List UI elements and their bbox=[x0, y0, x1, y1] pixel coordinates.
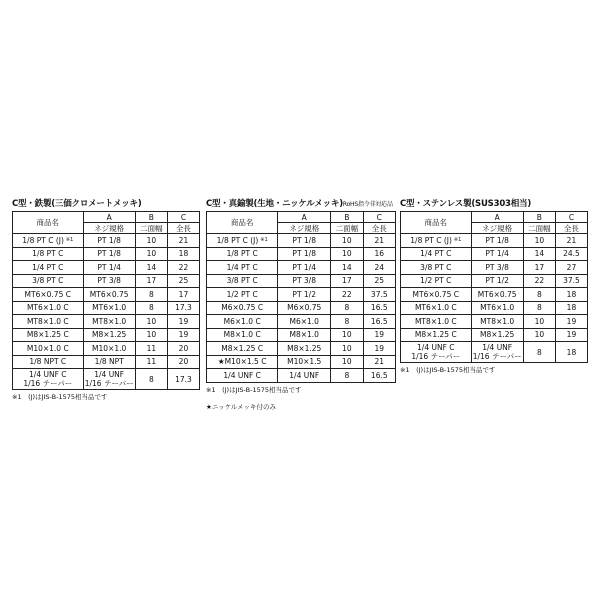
thread-spec-cell bbox=[278, 369, 331, 383]
product-name: 1/2 PT C bbox=[226, 289, 258, 299]
total-length: 16 bbox=[363, 247, 395, 261]
width-across-flats: 10 bbox=[331, 328, 363, 342]
thread-spec: PT 3/8 bbox=[292, 276, 316, 286]
product-name: MT8×1.0 C bbox=[26, 316, 69, 326]
product-name: 1/4 UNF C bbox=[29, 370, 67, 379]
col-letter: C bbox=[363, 212, 395, 223]
product-name-cell bbox=[401, 288, 472, 302]
header-row bbox=[207, 212, 396, 223]
thread-spec-line2: 1/16 テーパー bbox=[84, 379, 134, 388]
total-length: 19 bbox=[363, 342, 395, 356]
footnote: ★ニッケルメッキ付のみ bbox=[206, 402, 277, 411]
product-name-cell bbox=[401, 247, 472, 261]
thread-spec: MT6×0.75 bbox=[477, 289, 517, 299]
product-name-cell bbox=[207, 234, 278, 248]
product-name: 1/4 PT C bbox=[226, 262, 258, 272]
thread-spec: M10×1.0 bbox=[92, 343, 127, 353]
spec-table bbox=[400, 211, 588, 363]
product-name-cell bbox=[13, 301, 84, 315]
table-row bbox=[207, 342, 396, 356]
panel-title bbox=[12, 198, 200, 210]
product-name: MT6×0.75 C bbox=[24, 289, 71, 299]
width-across-flats: 8 bbox=[135, 369, 167, 390]
product-name-cell bbox=[13, 355, 84, 369]
thread-spec: PT 1/8 bbox=[292, 235, 316, 245]
table-row bbox=[207, 247, 396, 261]
width-across-flats: 14 bbox=[523, 247, 555, 261]
panel-title bbox=[400, 198, 588, 210]
product-name: 3/8 PT C bbox=[226, 276, 258, 286]
product-name-cell bbox=[207, 288, 278, 302]
thread-spec-cell bbox=[83, 274, 135, 288]
table-row bbox=[207, 274, 396, 288]
table-row bbox=[401, 261, 588, 275]
table-row bbox=[207, 328, 396, 342]
product-name: 1/8 PT C bbox=[32, 249, 64, 259]
footnote-mark: ※1 bbox=[260, 236, 268, 243]
col-header: 全長 bbox=[363, 223, 395, 234]
table-row bbox=[13, 315, 200, 329]
width-across-flats: 10 bbox=[523, 315, 555, 329]
product-name-cell bbox=[207, 328, 278, 342]
thread-spec: MT6×1.0 bbox=[92, 303, 127, 313]
product-name: MT6×1.0 C bbox=[414, 303, 457, 313]
thread-spec-cell bbox=[278, 328, 331, 342]
product-name-cell bbox=[13, 234, 84, 248]
table-row bbox=[207, 234, 396, 248]
col-header: 全長 bbox=[555, 223, 587, 234]
total-length: 16.5 bbox=[363, 369, 395, 383]
table-row bbox=[401, 234, 588, 248]
width-across-flats: 17 bbox=[135, 274, 167, 288]
width-across-flats: 10 bbox=[331, 234, 363, 248]
table-row bbox=[401, 247, 588, 261]
table-row bbox=[13, 355, 200, 369]
thread-spec: PT 1/2 bbox=[292, 289, 316, 299]
table-row bbox=[401, 274, 588, 288]
total-length: 20 bbox=[167, 355, 199, 369]
total-length: 20 bbox=[167, 342, 199, 356]
thread-spec-cell bbox=[278, 288, 331, 302]
thread-spec: M8×1.0 bbox=[289, 330, 319, 340]
thread-spec: MT6×0.75 bbox=[89, 289, 129, 299]
col-letter: B bbox=[331, 212, 363, 223]
col-header: 二面幅 bbox=[523, 223, 555, 234]
thread-spec-cell bbox=[471, 261, 523, 275]
total-length: 21 bbox=[555, 234, 587, 248]
thread-spec-cell bbox=[471, 288, 523, 302]
thread-spec-cell bbox=[83, 328, 135, 342]
total-length: 18 bbox=[167, 247, 199, 261]
panel-stainless bbox=[400, 198, 588, 374]
total-length: 18 bbox=[555, 301, 587, 315]
product-name: M8×1.25 C bbox=[26, 330, 69, 340]
thread-spec: PT 1/4 bbox=[485, 249, 509, 259]
thread-spec-cell bbox=[471, 301, 523, 315]
thread-spec-cell bbox=[278, 261, 331, 275]
product-name: M6×0.75 C bbox=[221, 303, 264, 313]
thread-spec-cell bbox=[83, 315, 135, 329]
total-length: 18 bbox=[555, 342, 587, 363]
product-name-cell bbox=[207, 274, 278, 288]
thread-spec-cell bbox=[278, 315, 331, 329]
product-name-cell bbox=[207, 342, 278, 356]
thread-spec: PT 1/8 bbox=[485, 235, 509, 245]
product-name: MT6×1.0 C bbox=[26, 303, 69, 313]
table-row bbox=[13, 288, 200, 302]
table-row bbox=[13, 274, 200, 288]
thread-spec-cell bbox=[278, 301, 331, 315]
thread-spec-cell bbox=[278, 355, 331, 369]
thread-spec: M8×1.25 bbox=[92, 330, 127, 340]
panel-title bbox=[206, 198, 396, 210]
col-letter: B bbox=[135, 212, 167, 223]
width-across-flats: 10 bbox=[331, 342, 363, 356]
width-across-flats: 10 bbox=[523, 234, 555, 248]
total-length: 21 bbox=[167, 234, 199, 248]
total-length: 21 bbox=[363, 355, 395, 369]
width-across-flats: 8 bbox=[331, 315, 363, 329]
product-name: 1/8 PT C (J) bbox=[410, 235, 452, 245]
thread-spec-line2: 1/16 テーパー bbox=[472, 352, 522, 361]
thread-spec: PT 1/4 bbox=[292, 262, 316, 272]
total-length: 19 bbox=[167, 328, 199, 342]
total-length: 19 bbox=[167, 315, 199, 329]
total-length: 24 bbox=[363, 261, 395, 275]
product-name-cell bbox=[13, 328, 84, 342]
width-across-flats: 11 bbox=[135, 342, 167, 356]
product-name: 1/4 PT C bbox=[420, 249, 452, 259]
width-across-flats: 10 bbox=[135, 234, 167, 248]
table-row bbox=[207, 301, 396, 315]
col-header-name: 商品名 bbox=[13, 212, 84, 234]
thread-spec-cell bbox=[83, 288, 135, 302]
product-name: 1/4 UNF C bbox=[223, 370, 261, 380]
total-length: 19 bbox=[363, 328, 395, 342]
width-across-flats: 10 bbox=[331, 247, 363, 261]
col-letter: A bbox=[83, 212, 135, 223]
width-across-flats: 11 bbox=[135, 355, 167, 369]
thread-spec-cell bbox=[278, 274, 331, 288]
table-row bbox=[13, 369, 200, 390]
panel-title-text: C型・真鍮製(生地・ニッケルメッキ) bbox=[206, 199, 343, 209]
width-across-flats: 10 bbox=[135, 315, 167, 329]
table-row bbox=[207, 261, 396, 275]
total-length: 37.5 bbox=[363, 288, 395, 302]
product-name-cell bbox=[13, 247, 84, 261]
thread-spec-cell bbox=[83, 355, 135, 369]
product-name-cell bbox=[401, 234, 472, 248]
footnote-mark: ※1 bbox=[65, 236, 74, 243]
total-length: 18 bbox=[555, 288, 587, 302]
total-length: 21 bbox=[363, 234, 395, 248]
col-header: ネジ規格 bbox=[83, 223, 135, 234]
thread-spec: PT 1/4 bbox=[97, 262, 121, 272]
table-row bbox=[401, 315, 588, 329]
thread-spec: PT 1/8 bbox=[97, 249, 121, 259]
thread-spec: M6×1.0 bbox=[289, 316, 319, 326]
table-row bbox=[13, 301, 200, 315]
total-length: 19 bbox=[555, 315, 587, 329]
width-across-flats: 17 bbox=[331, 274, 363, 288]
product-name: M8×1.25 C bbox=[221, 343, 264, 353]
total-length: 17.3 bbox=[167, 301, 199, 315]
table-row bbox=[13, 342, 200, 356]
total-length: 22 bbox=[167, 261, 199, 275]
thread-spec: PT 1/8 bbox=[292, 249, 316, 259]
thread-spec: M8×1.25 bbox=[287, 343, 322, 353]
product-name: MT8×1.0 C bbox=[414, 316, 457, 326]
product-name: 1/2 PT C bbox=[420, 276, 452, 286]
product-name: ★M10×1.5 C bbox=[217, 357, 267, 367]
table-row bbox=[207, 288, 396, 302]
width-across-flats: 8 bbox=[523, 342, 555, 363]
total-length: 25 bbox=[363, 274, 395, 288]
col-letter: C bbox=[167, 212, 199, 223]
product-name-cell bbox=[207, 369, 278, 383]
product-name-line2: 1/16 テーパー bbox=[23, 379, 73, 388]
thread-spec: 1/4 UNF bbox=[94, 370, 125, 379]
product-name-cell bbox=[13, 315, 84, 329]
thread-spec-cell bbox=[471, 274, 523, 288]
product-name: 1/8 PT C (J) bbox=[216, 235, 259, 245]
col-header-name: 商品名 bbox=[207, 212, 278, 234]
thread-spec-cell bbox=[83, 301, 135, 315]
total-length: 25 bbox=[167, 274, 199, 288]
product-name: 1/4 PT C bbox=[32, 262, 64, 272]
width-across-flats: 10 bbox=[135, 247, 167, 261]
table-row bbox=[13, 234, 200, 248]
thread-spec: PT 1/8 bbox=[97, 235, 121, 245]
footnote: ※1 (J)はJIS-B-1575相当品です bbox=[12, 393, 108, 401]
thread-spec-cell bbox=[471, 328, 523, 342]
width-across-flats: 14 bbox=[135, 261, 167, 275]
panel-title-text: C型・鉄製(三価クロメートメッキ) bbox=[12, 199, 142, 209]
col-letter: C bbox=[555, 212, 587, 223]
total-length: 17.3 bbox=[167, 369, 199, 390]
thread-spec-cell bbox=[471, 315, 523, 329]
table-row bbox=[401, 288, 588, 302]
total-length: 24.5 bbox=[555, 247, 587, 261]
thread-spec-cell bbox=[278, 342, 331, 356]
product-name-cell bbox=[207, 261, 278, 275]
width-across-flats: 14 bbox=[331, 261, 363, 275]
col-letter: A bbox=[471, 212, 523, 223]
product-name-cell bbox=[13, 342, 84, 356]
product-name: M8×1.0 C bbox=[223, 330, 261, 340]
panel-brass bbox=[206, 198, 396, 411]
total-length: 17 bbox=[167, 288, 199, 302]
thread-spec: PT 3/8 bbox=[485, 262, 509, 272]
spec-table bbox=[206, 211, 396, 383]
col-header: ネジ規格 bbox=[278, 223, 331, 234]
table-row bbox=[13, 261, 200, 275]
product-name-cell bbox=[207, 355, 278, 369]
thread-spec-cell bbox=[471, 342, 523, 363]
thread-spec-cell bbox=[83, 261, 135, 275]
product-name: M8×1.25 C bbox=[414, 330, 457, 340]
thread-spec-cell bbox=[83, 369, 135, 390]
thread-spec-cell bbox=[83, 234, 135, 248]
product-name: 1/4 UNF C bbox=[417, 343, 455, 352]
width-across-flats: 10 bbox=[135, 328, 167, 342]
thread-spec: M6×0.75 bbox=[287, 303, 322, 313]
thread-spec: 1/8 NPT bbox=[94, 357, 124, 367]
product-name: 1/8 NPT C bbox=[29, 357, 67, 367]
spec-table bbox=[12, 211, 200, 390]
product-name-cell bbox=[207, 247, 278, 261]
thread-spec: PT 1/2 bbox=[485, 276, 509, 286]
col-header: 全長 bbox=[167, 223, 199, 234]
product-name-cell bbox=[207, 315, 278, 329]
panel-title-text: C型・ステンレス製(SUS303相当) bbox=[400, 199, 532, 209]
thread-spec: 1/4 UNF bbox=[289, 370, 320, 380]
rohs-note: RoHS指令非対応品 bbox=[342, 201, 393, 208]
product-name-cell bbox=[13, 369, 84, 390]
width-across-flats: 8 bbox=[331, 369, 363, 383]
product-name-line2: 1/16 テーパー bbox=[411, 352, 461, 361]
width-across-flats: 8 bbox=[331, 301, 363, 315]
thread-spec: MT6×1.0 bbox=[480, 303, 515, 313]
thread-spec: MT8×1.0 bbox=[480, 316, 515, 326]
thread-spec-cell bbox=[278, 234, 331, 248]
total-length: 37.5 bbox=[555, 274, 587, 288]
header-row bbox=[13, 212, 200, 223]
product-name-cell bbox=[207, 301, 278, 315]
thread-spec: M10×1.5 bbox=[287, 357, 322, 367]
product-name-cell bbox=[401, 301, 472, 315]
width-across-flats: 8 bbox=[523, 288, 555, 302]
table-row bbox=[207, 369, 396, 383]
table-row bbox=[13, 247, 200, 261]
width-across-flats: 8 bbox=[523, 301, 555, 315]
product-name: 1/8 PT C (J) bbox=[22, 235, 64, 245]
product-name-cell bbox=[401, 261, 472, 275]
col-letter: B bbox=[523, 212, 555, 223]
product-name: MT6×0.75 C bbox=[412, 289, 459, 299]
thread-spec: M8×1.25 bbox=[480, 330, 515, 340]
total-length: 27 bbox=[555, 261, 587, 275]
thread-spec-cell bbox=[471, 247, 523, 261]
width-across-flats: 8 bbox=[135, 288, 167, 302]
width-across-flats: 22 bbox=[331, 288, 363, 302]
product-name-cell bbox=[13, 274, 84, 288]
thread-spec: PT 3/8 bbox=[97, 276, 121, 286]
header-row bbox=[401, 212, 588, 223]
footnote: ※1 (J)はJIS-B-1575相当品です bbox=[400, 366, 496, 374]
width-across-flats: 22 bbox=[523, 274, 555, 288]
width-across-flats: 8 bbox=[135, 301, 167, 315]
width-across-flats: 10 bbox=[331, 355, 363, 369]
table-row bbox=[401, 342, 588, 363]
footnote: ※1 (J)はJIS-B-1575相当品です bbox=[206, 385, 302, 394]
thread-spec-cell bbox=[83, 247, 135, 261]
product-name: 1/8 PT C bbox=[226, 249, 258, 259]
col-header: ネジ規格 bbox=[471, 223, 523, 234]
table-row bbox=[401, 301, 588, 315]
thread-spec: MT8×1.0 bbox=[92, 316, 127, 326]
thread-spec-cell bbox=[83, 342, 135, 356]
total-length: 16.5 bbox=[363, 301, 395, 315]
col-letter: A bbox=[278, 212, 331, 223]
product-name: 3/8 PT C bbox=[420, 262, 452, 272]
product-name-cell bbox=[401, 328, 472, 342]
product-name-cell bbox=[13, 288, 84, 302]
col-header-name: 商品名 bbox=[401, 212, 472, 234]
col-header: 二面幅 bbox=[135, 223, 167, 234]
width-across-flats: 10 bbox=[523, 328, 555, 342]
table-row bbox=[207, 355, 396, 369]
product-name-cell bbox=[401, 274, 472, 288]
product-name-cell bbox=[13, 261, 84, 275]
panel-steel bbox=[12, 198, 200, 401]
width-across-flats: 17 bbox=[523, 261, 555, 275]
table-row bbox=[401, 328, 588, 342]
thread-spec-cell bbox=[278, 247, 331, 261]
footnote-mark: ※1 bbox=[453, 236, 462, 243]
product-name: 3/8 PT C bbox=[32, 276, 64, 286]
product-name-cell bbox=[401, 315, 472, 329]
product-name-cell bbox=[401, 342, 472, 363]
table-row bbox=[13, 328, 200, 342]
col-header: 二面幅 bbox=[331, 223, 363, 234]
total-length: 19 bbox=[555, 328, 587, 342]
product-name: M10×1.0 C bbox=[26, 343, 69, 353]
total-length: 16.5 bbox=[363, 315, 395, 329]
thread-spec-cell bbox=[471, 234, 523, 248]
product-name: M6×1.0 C bbox=[223, 316, 261, 326]
thread-spec: 1/4 UNF bbox=[482, 343, 513, 352]
table-row bbox=[207, 315, 396, 329]
